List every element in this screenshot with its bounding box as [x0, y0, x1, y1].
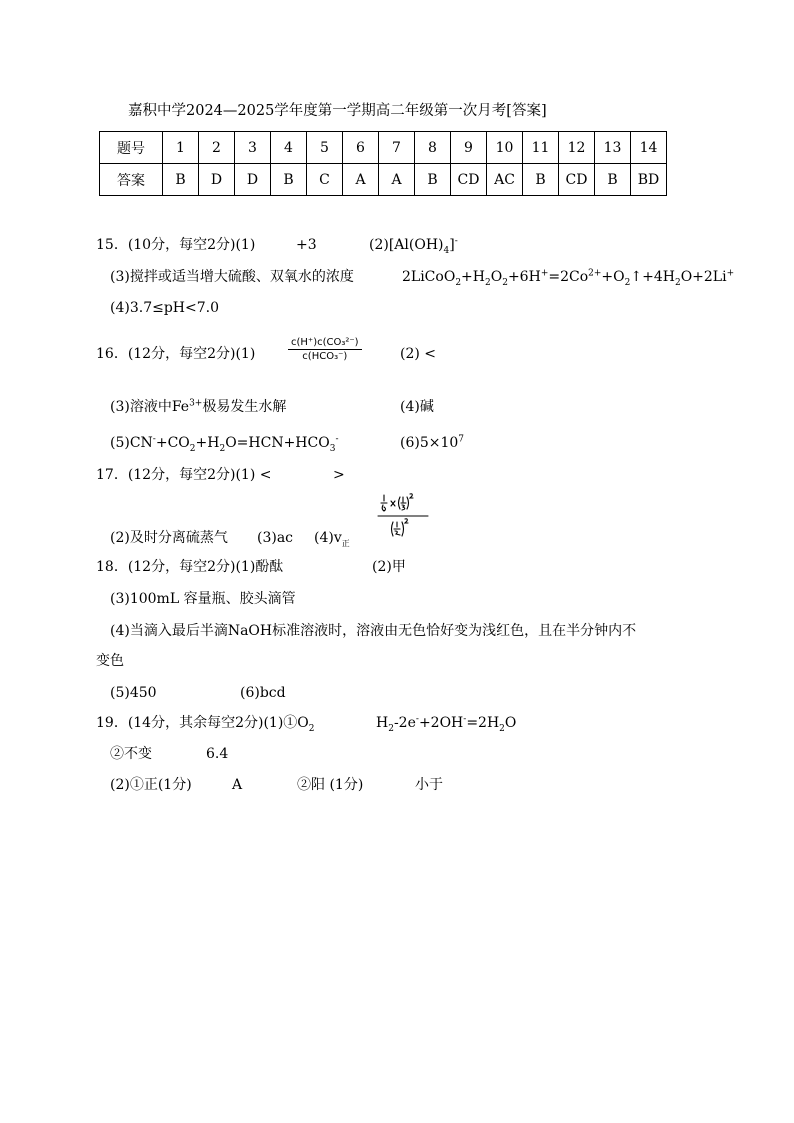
question-number-cell: 11 — [523, 132, 559, 164]
answer-cell: B — [163, 164, 199, 196]
fraction-denominator: c(HCO₃⁻) — [302, 351, 348, 362]
answer-cell: B — [523, 164, 559, 196]
q15-answer-2: $(2)[Al(OH)_4]^-$ — [369, 236, 458, 256]
question-number-cell: 14 — [631, 132, 667, 164]
q18-header: 18．(12分，每空2分)(1)酚酞 — [96, 559, 284, 575]
q17-answer-4: $(4)v_正$ — [314, 530, 350, 548]
page-title: 嘉积中学2024—2025学年度第一学期高二年级第一次月考[答案] — [128, 103, 547, 119]
q19-answer-3b: A — [232, 777, 243, 793]
question-number-cell: 13 — [595, 132, 631, 164]
answer-cell: D — [235, 164, 271, 196]
question-number-cell: 1 — [163, 132, 199, 164]
answer-cell: CD — [451, 164, 487, 196]
q18-answer-2: (2)甲 — [372, 559, 406, 575]
question-number-cell: 9 — [451, 132, 487, 164]
answer-cell: D — [199, 164, 235, 196]
answer-cell: BD — [631, 164, 667, 196]
q16-answer-3: (3)溶液中$Fe^{3+}$极易发生水解 — [110, 398, 287, 415]
answer-cell: B — [415, 164, 451, 196]
q18-answer-3: (3)100mL 容量瓶、胶头滴管 — [110, 591, 296, 607]
q15-answer-4: (4)3.7≤pH<7.0 — [110, 300, 219, 316]
q19-answer-2: ②不变 — [110, 746, 152, 762]
q19-equation: $H_2-2e^-+2OH^-=2H_2O$ — [376, 714, 517, 734]
question-number-cell: 6 — [343, 132, 379, 164]
q15-header: 15．(10分，每空2分)(1) — [96, 237, 256, 253]
answer-cell: B — [595, 164, 631, 196]
question-number-cell: 5 — [307, 132, 343, 164]
question-number-cell: 4 — [271, 132, 307, 164]
q16-header: 16．(12分，每空2分)(1) — [96, 346, 256, 362]
q17-answer-1b: > — [333, 467, 345, 483]
q18-answer-5: (5)450 — [110, 685, 157, 701]
answer-cell: CD — [559, 164, 595, 196]
q17-answer-2: (2)及时分离硫蒸气 — [110, 530, 228, 546]
q17-answer-3: (3)ac — [257, 530, 294, 546]
table-header-cell: 题号 — [100, 132, 163, 164]
q19-answer-4b: 小于 — [415, 777, 443, 793]
answer-cell: A — [343, 164, 379, 196]
q15-answer-3-equation: $2LiCoO_2+H_2O_2+6H^+=2Co^{2+}+O_2↑+4H_2O+2Li^+$ — [402, 268, 735, 288]
answer-cell: AC — [487, 164, 523, 196]
question-number-cell: 12 — [559, 132, 595, 164]
question-number-cell: 3 — [235, 132, 271, 164]
table-header-cell: 答案 — [100, 164, 163, 196]
q16-answer-2: (2) < — [400, 346, 437, 362]
answer-cell: C — [307, 164, 343, 196]
answer-cell: A — [379, 164, 415, 196]
table-row — [100, 164, 667, 196]
q15-answer-1: +3 — [296, 237, 317, 253]
answer-table — [99, 131, 667, 196]
handwritten-expression — [376, 492, 430, 542]
q17-header: 17．(12分，每空2分)(1) < — [96, 467, 272, 483]
q19-header: 19．(14分，其余每空2分)$(1)①O_2$ — [96, 715, 315, 734]
q19-answer-2b: 6.4 — [206, 746, 229, 762]
q16-answer-6: $(6)5\times 10^7$ — [400, 434, 465, 451]
q19-answer-3: (2)①正(1分) — [110, 777, 192, 793]
question-number-cell: 10 — [487, 132, 523, 164]
question-number-cell: 2 — [199, 132, 235, 164]
q18-answer-4-line1: (4)当滴入最后半滴NaOH标准溶液时，溶液由无色恰好变为浅红色，且在半分钟内不 — [110, 623, 637, 639]
q18-answer-6: (6)bcd — [240, 685, 286, 701]
q16-answer-4: (4)碱 — [400, 399, 434, 415]
table-row — [100, 132, 667, 164]
q15-answer-3-text: (3)搅拌或适当增大硫酸、双氧水的浓度 — [110, 269, 354, 285]
q19-answer-4: ②阳 (1分) — [297, 777, 364, 793]
fraction-numerator: c(H⁺)c(CO₃²⁻) — [288, 337, 362, 350]
question-number-cell: 7 — [379, 132, 415, 164]
q16-answer-5: $(5)CN^-+CO_2+H_2O=HCN+HCO_3^-$ — [110, 434, 339, 454]
q16-fraction — [288, 337, 362, 362]
answer-cell: B — [271, 164, 307, 196]
q18-answer-4-line2: 变色 — [96, 653, 124, 669]
question-number-cell: 8 — [415, 132, 451, 164]
